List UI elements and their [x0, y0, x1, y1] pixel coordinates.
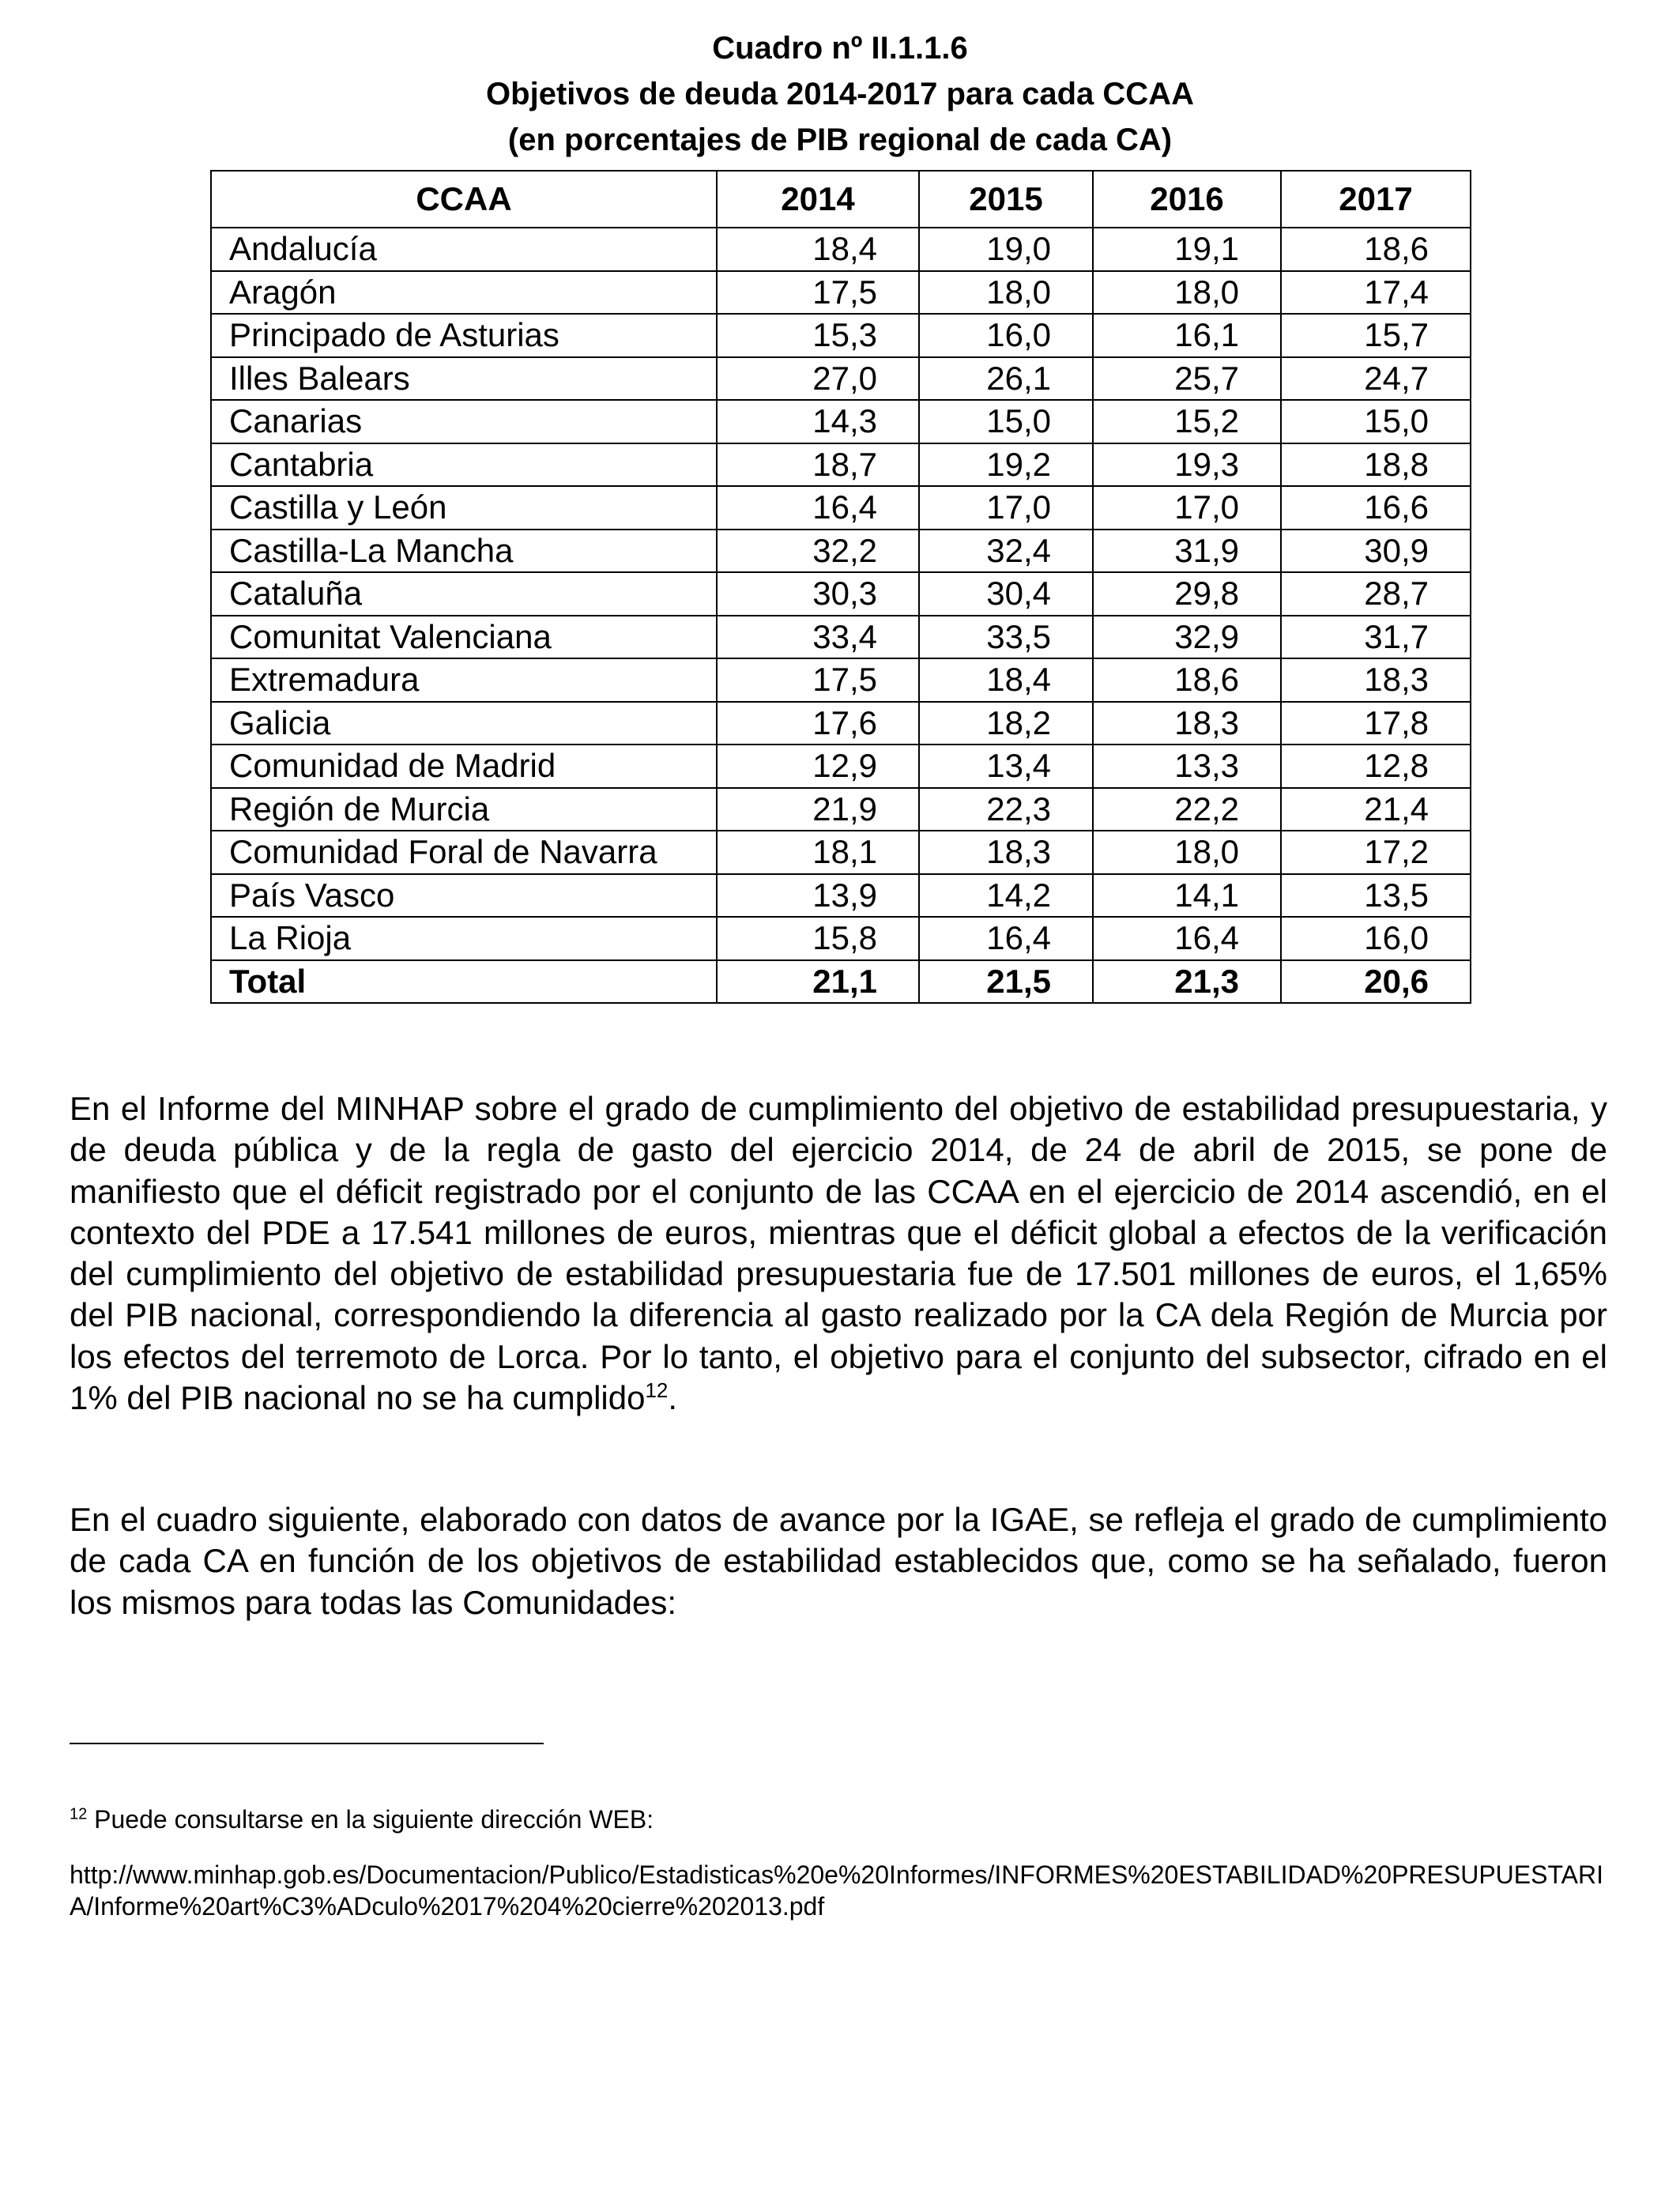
value-cell: 17,5: [717, 658, 919, 702]
value-cell: 19,2: [919, 443, 1093, 487]
table-caption-title: Objetivos de deuda 2014-2017 para cada CCAA: [486, 77, 1194, 111]
value-cell: 26,1: [919, 357, 1093, 401]
value-cell: 21,1: [717, 960, 919, 1004]
footnote-separator: [70, 1743, 544, 1744]
value-cell: 22,2: [1093, 788, 1281, 831]
value-cell: 15,0: [919, 400, 1093, 443]
table-row: [211, 572, 1471, 616]
table-row: [211, 658, 1471, 702]
value-cell: 18,6: [1093, 658, 1281, 702]
value-cell: 17,0: [919, 486, 1093, 530]
region-name-cell: Castilla-La Mancha: [211, 530, 717, 573]
value-cell: 12,9: [717, 745, 919, 788]
value-cell: 18,6: [1281, 228, 1471, 271]
region-name-cell: Cantabria: [211, 443, 717, 487]
table-caption-number: Cuadro nº II.1.1.6: [712, 31, 968, 66]
region-name-cell: Extremadura: [211, 658, 717, 702]
region-name-cell: Comunitat Valenciana: [211, 616, 717, 659]
value-cell: 17,4: [1281, 271, 1471, 315]
value-cell: 18,8: [1281, 443, 1471, 487]
value-cell: 15,2: [1093, 400, 1281, 443]
value-cell: 18,3: [1281, 658, 1471, 702]
region-name-cell: Canarias: [211, 400, 717, 443]
value-cell: 18,0: [1093, 271, 1281, 315]
table-row: [211, 271, 1471, 315]
value-cell: 18,0: [1093, 831, 1281, 874]
paragraph-minhap-report: [70, 1088, 1607, 1419]
value-cell: 18,4: [919, 658, 1093, 702]
paragraph-igae-table-intro: En el cuadro siguiente, elaborado con datos de avance por la IGAE, se refleja el grado de cumplimiento de cada CA en función de los objetivos de estabilidad establecidos que, como se ha señalado, fueron los mismos para todas las Comunidades:: [70, 1501, 1607, 1621]
header-ccaa: CCAA: [211, 171, 717, 228]
region-name-cell: Illes Balears: [211, 357, 717, 401]
region-name-cell: Cataluña: [211, 572, 717, 616]
region-name-cell: País Vasco: [211, 874, 717, 918]
table-row: [211, 874, 1471, 918]
header-2015: 2015: [919, 171, 1093, 228]
value-cell: 32,4: [919, 530, 1093, 573]
header-2017: 2017: [1281, 171, 1471, 228]
region-name-cell: Castilla y León: [211, 486, 717, 530]
table-row: [211, 745, 1471, 788]
table-row: [211, 486, 1471, 530]
value-cell: 18,4: [717, 228, 919, 271]
region-name-cell: Total: [211, 960, 717, 1004]
value-cell: 16,0: [919, 314, 1093, 357]
value-cell: 13,3: [1093, 745, 1281, 788]
value-cell: 27,0: [717, 357, 919, 401]
total-row: [211, 960, 1471, 1004]
value-cell: 16,0: [1281, 917, 1471, 960]
value-cell: 33,4: [717, 616, 919, 659]
value-cell: 15,8: [717, 917, 919, 960]
table-row: [211, 917, 1471, 960]
table-header-row: [211, 171, 1471, 228]
region-name-cell: Principado de Asturias: [211, 314, 717, 357]
value-cell: 17,0: [1093, 486, 1281, 530]
value-cell: 16,4: [1093, 917, 1281, 960]
value-cell: 15,7: [1281, 314, 1471, 357]
value-cell: 32,9: [1093, 616, 1281, 659]
value-cell: 12,8: [1281, 745, 1471, 788]
paragraph-end: .: [668, 1379, 678, 1417]
table-row: [211, 443, 1471, 487]
value-cell: 14,3: [717, 400, 919, 443]
footnote-reference: 12: [645, 1378, 669, 1403]
paragraph-text: En el Informe del MINHAP sobre el grado de cumplimiento del objetivo de estabilidad presupuestaria, y de deuda pública y de la regla de gasto del ejercicio 2014, de 24 de abril de 2015, se pone de manifiesto que el déficit registrado por el conjunto de las CCAA en el ejercicio de 2014 ascendió, en el contexto del PDE a 17.541 millones de euros, mientras que el déficit global a efectos de la verificación del cumplimiento del objetivo de estabilidad presupuestaria fue de 17.501 millones de euros, el 1,65% del PIB nacional, correspondiendo la diferencia al gasto realizado por la CA dela Región de Murcia por los efectos del terremoto de Lorca. Por lo tanto, el objetivo para el conjunto del subsector, cifrado en el 1% del PIB nacional no se ha cumplido: [70, 1090, 1607, 1417]
table-row: [211, 702, 1471, 745]
table-row: [211, 831, 1471, 874]
table-row: [211, 357, 1471, 401]
region-name-cell: La Rioja: [211, 917, 717, 960]
value-cell: 19,1: [1093, 228, 1281, 271]
value-cell: 21,5: [919, 960, 1093, 1004]
value-cell: 24,7: [1281, 357, 1471, 401]
value-cell: 16,4: [717, 486, 919, 530]
value-cell: 18,7: [717, 443, 919, 487]
value-cell: 13,9: [717, 874, 919, 918]
value-cell: 14,2: [919, 874, 1093, 918]
value-cell: 30,3: [717, 572, 919, 616]
value-cell: 16,6: [1281, 486, 1471, 530]
value-cell: 15,0: [1281, 400, 1471, 443]
value-cell: 17,8: [1281, 702, 1471, 745]
header-2016: 2016: [1093, 171, 1281, 228]
table-row: [211, 616, 1471, 659]
value-cell: 30,9: [1281, 530, 1471, 573]
table-body: [211, 228, 1471, 1003]
table-caption-subtitle: (en porcentajes de PIB regional de cada CA): [507, 123, 1173, 157]
value-cell: 18,3: [1093, 702, 1281, 745]
table-row: [211, 530, 1471, 573]
region-name-cell: Comunidad Foral de Navarra: [211, 831, 717, 874]
value-cell: 19,0: [919, 228, 1093, 271]
value-cell: 14,1: [1093, 874, 1281, 918]
value-cell: 21,3: [1093, 960, 1281, 1004]
table-row: [211, 228, 1471, 271]
table-row: [211, 400, 1471, 443]
region-name-cell: Región de Murcia: [211, 788, 717, 831]
value-cell: 18,0: [919, 271, 1093, 315]
value-cell: 16,1: [1093, 314, 1281, 357]
value-cell: 17,2: [1281, 831, 1471, 874]
value-cell: 13,5: [1281, 874, 1471, 918]
value-cell: 22,3: [919, 788, 1093, 831]
footnote: [70, 1804, 1618, 1835]
value-cell: 29,8: [1093, 572, 1281, 616]
value-cell: 32,2: [717, 530, 919, 573]
value-cell: 28,7: [1281, 572, 1471, 616]
value-cell: 15,3: [717, 314, 919, 357]
table-row: [211, 788, 1471, 831]
table-row: [211, 314, 1471, 357]
value-cell: 18,2: [919, 702, 1093, 745]
value-cell: 18,3: [919, 831, 1093, 874]
value-cell: 17,5: [717, 271, 919, 315]
value-cell: 21,4: [1281, 788, 1471, 831]
footnote-number: 12: [70, 1805, 88, 1823]
footnote-text: Puede consultarse en la siguiente dirección WEB:: [87, 1805, 654, 1834]
footnote-url: http://www.minhap.gob.es/Documentacion/Publico/Estadisticas%20e%20Informes/INFORMES%20ESTABILIDAD%20PRESUPUESTARIA/Informe%20art%C3%ADculo%2017%204%20cierre%202013.pdf: [70, 1860, 1603, 1921]
value-cell: 21,9: [717, 788, 919, 831]
value-cell: 31,9: [1093, 530, 1281, 573]
region-name-cell: Aragón: [211, 271, 717, 315]
value-cell: 19,3: [1093, 443, 1281, 487]
value-cell: 33,5: [919, 616, 1093, 659]
header-2014: 2014: [717, 171, 919, 228]
value-cell: 31,7: [1281, 616, 1471, 659]
value-cell: 13,4: [919, 745, 1093, 788]
region-name-cell: Comunidad de Madrid: [211, 745, 717, 788]
value-cell: 16,4: [919, 917, 1093, 960]
value-cell: 25,7: [1093, 357, 1281, 401]
value-cell: 18,1: [717, 831, 919, 874]
region-name-cell: Galicia: [211, 702, 717, 745]
value-cell: 17,6: [717, 702, 919, 745]
debt-objectives-table: [210, 170, 1471, 1004]
region-name-cell: Andalucía: [211, 228, 717, 271]
value-cell: 20,6: [1281, 960, 1471, 1004]
value-cell: 30,4: [919, 572, 1093, 616]
